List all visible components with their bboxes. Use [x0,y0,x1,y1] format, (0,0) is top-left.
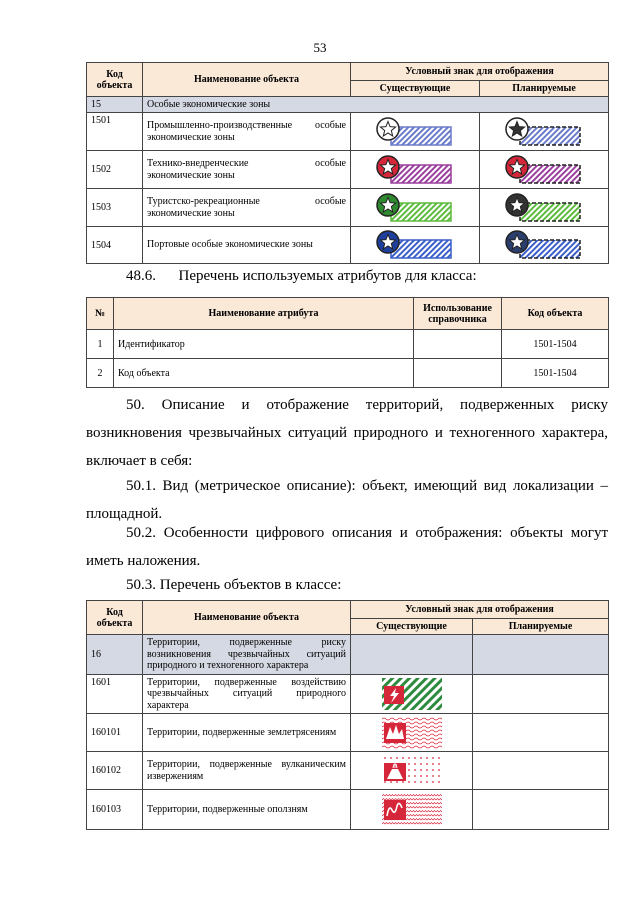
table-row [87,151,609,189]
header-name: Наименование объекта [143,63,351,97]
header-code: Код объекта [502,298,609,330]
row-code: 1503 [87,189,143,227]
section-name: Особые экономические зоны [143,97,609,113]
row-code: 160103 [87,790,143,830]
paragraph-50: 50. Описание и отображение территорий, подверженных риску возникновения чрезвычайных ситуаций природного и техногенного характера, включает в себя: [86,397,608,469]
heading-48-6 [126,268,477,285]
table-row [87,113,609,151]
earthquake-pattern-icon [382,717,442,749]
row-num: 2 [87,359,114,388]
row-ref [414,359,502,388]
header-planned: Планируемые [480,81,609,97]
row-attr: Код объекта [114,359,414,388]
planned-zone-symbol-icon [502,154,586,186]
natural-emergency-hatch-icon [382,678,442,710]
table-row [87,752,609,790]
table-row [87,227,609,264]
header-num: № [87,298,114,330]
volcano-pattern-icon [382,755,442,787]
existing-zone-symbol-icon [373,154,457,186]
row-code: 160102 [87,752,143,790]
landslide-pattern-icon [382,794,442,826]
row-ref [414,330,502,359]
existing-zone-symbol-icon [373,116,457,148]
section-code: 16 [87,635,143,675]
section-row [87,97,609,113]
row-name: Территории, подверженные вулканическим извержениям [143,752,351,790]
header-attr: Наименование атрибута [114,298,414,330]
row-num: 1 [87,330,114,359]
row-code: 1501 [87,113,143,151]
section-row [87,635,609,675]
table-row [87,359,609,388]
row-name: Туристско-рекреационные особые экономические зоны [143,189,351,227]
attributes-table [86,297,609,388]
table-row [87,790,609,830]
header-existing: Существующие [351,81,480,97]
row-attr: Идентификатор [114,330,414,359]
row-name: Портовые особые экономические зоны [143,227,351,264]
header-ref: Использование справочника [414,298,502,330]
row-name: Территории, подверженные оползням [143,790,351,830]
header-existing: Существующие [351,619,473,635]
table-row [87,189,609,227]
header-symbol: Условный знак для отображения [351,63,609,81]
existing-zone-symbol-icon [373,192,457,224]
row-name: Промышленно-производственные особые экономические зоны [143,113,351,151]
existing-zone-symbol-icon [373,229,457,261]
planned-zone-symbol-icon [502,192,586,224]
row-code: 160101 [87,714,143,752]
row-name: Технико-внедренческие особые экономические зоны [143,151,351,189]
header-code: Код объекта [87,601,143,635]
row-code: 1601 [87,674,143,714]
heading-number: 48.6. [126,268,156,284]
header-code: Код объекта [87,63,143,97]
paragraph-50-2: 50.2. Особенности цифрового описания и отображения: объекты могут иметь наложения. [86,525,608,569]
section-code: 15 [87,97,143,113]
planned-zone-symbol-icon [502,116,586,148]
paragraph-50-3: 50.3. Перечень объектов в классе: [126,577,342,593]
planned-zone-symbol-icon [502,229,586,261]
row-code: 1504 [87,227,143,264]
header-symbol: Условный знак для отображения [351,601,609,619]
table-row [87,714,609,752]
row-name: Территории, подверженные воздействию чрезвычайных ситуаций природного характера [143,674,351,714]
row-name: Территории, подверженные землетрясениям [143,714,351,752]
table-row [87,330,609,359]
header-name: Наименование объекта [143,601,351,635]
row-code: 1501-1504 [502,330,609,359]
row-code: 1502 [87,151,143,189]
row-code: 1501-1504 [502,359,609,388]
heading-text: Перечень используемых атрибутов для класса: [178,268,477,284]
header-planned: Планируемые [473,619,609,635]
table-row [87,674,609,714]
page-number: 53 [313,40,327,55]
objects-table-15 [86,62,609,264]
paragraph-50-1: 50.1. Вид (метрическое описание): объект, имеющий вид локализации – площадной. [86,478,608,522]
objects-table-16 [86,600,609,830]
section-name: Территории, подверженные риску возникновения чрезвычайных ситуаций природного и техногенного характера [143,635,351,675]
